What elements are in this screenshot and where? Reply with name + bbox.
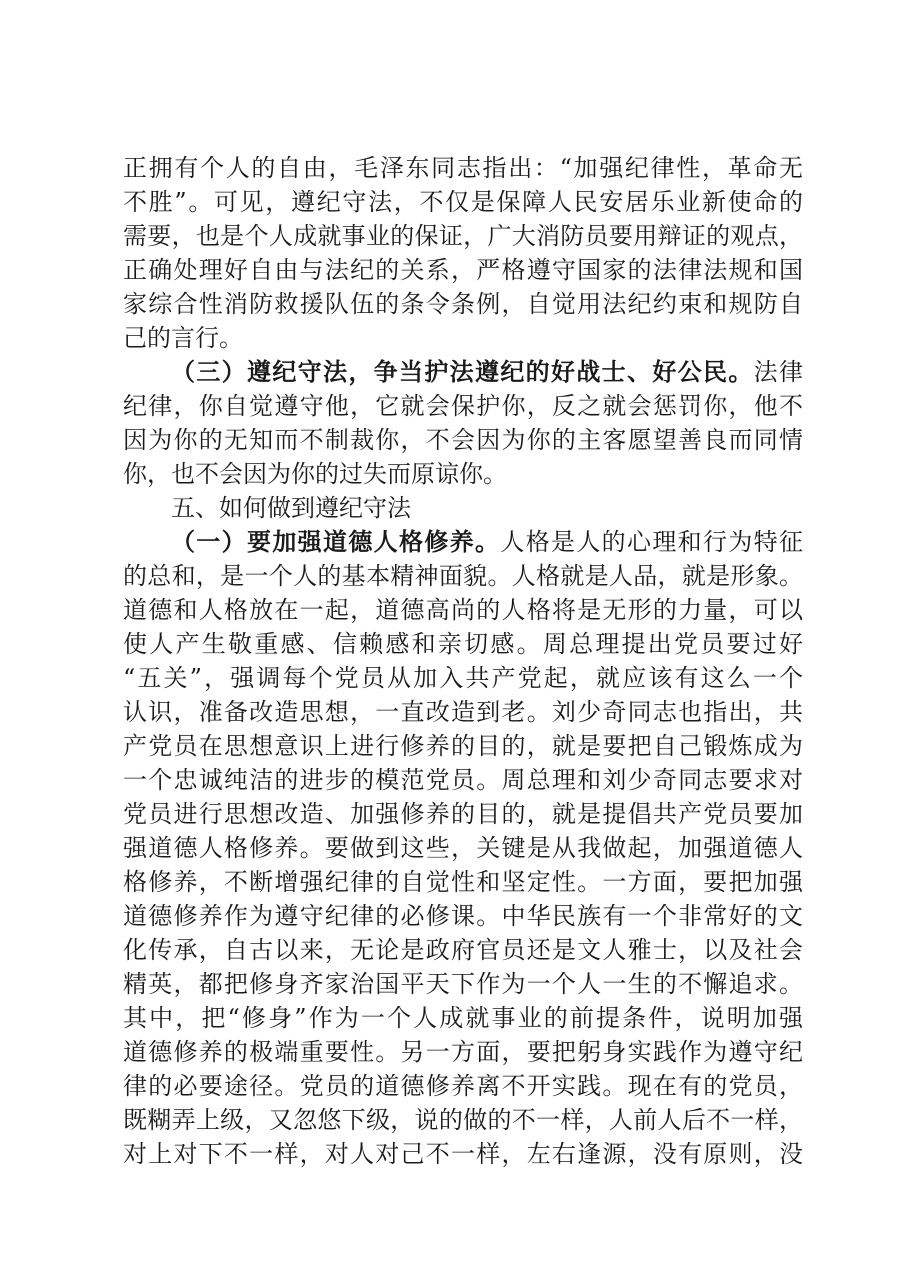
body-line: 使人产生敬重感、信赖感和亲切感。周总理提出党员要过好 — [123, 630, 803, 658]
section-heading: 五、如何做到遵纪守法 — [171, 494, 411, 522]
body-line: 道德和人格放在一起，道德高尚的人格将是无形的力量，可以 — [123, 596, 803, 624]
body-line: 因为你的无知而不制裁你，不会因为你的主客愿望善良而同情 — [123, 426, 803, 454]
body-line: 既糊弄上级，又忽悠下级，说的做的不一样，人前人后不一样， — [123, 1106, 803, 1134]
body-line: 你，也不会因为你的过失而原谅你。 — [123, 460, 507, 488]
body-line: 正拥有个人的自由，毛泽东同志指出：“加强纪律性，革命无 — [123, 154, 803, 182]
paragraph-3-lead: （三）遵纪守法，争当护法遵纪的好战士、好公民。 — [171, 357, 754, 386]
paragraph-1-first-line — [171, 525, 803, 559]
body-line: “五关”，强调每个党员从加入共产党起，就应该有这么一个 — [123, 664, 803, 692]
body-line: 己的言行。 — [123, 324, 243, 352]
body-line: 纪律，你自觉遵守他，它就会保护你，反之就会惩罚你，他不 — [123, 392, 803, 420]
paragraph-3-lead-rest: 法律 — [753, 358, 804, 386]
body-line: 其中，把“修身”作为一个人成就事业的前提条件，说明加强 — [123, 1004, 803, 1032]
paragraph-1-lead: （一）要加强道德人格修养。 — [171, 527, 501, 556]
body-line: 对上对下不一样，对人对己不一样，左右逢源，没有原则，没 — [123, 1140, 803, 1168]
body-line: 道德修养作为遵守纪律的必修课。中华民族有一个非常好的文 — [123, 902, 803, 930]
body-line: 道德修养的极端重要性。另一方面，要把躬身实践作为遵守纪 — [123, 1038, 803, 1066]
body-line: 强道德人格修养。要做到这些，关键是从我做起，加强道德人 — [123, 834, 803, 862]
body-line: 格修养，不断增强纪律的自觉性和坚定性。一方面，要把加强 — [123, 868, 803, 896]
body-line: 化传承，自古以来，无论是政府官员还是文人雅士，以及社会 — [123, 936, 803, 964]
body-line: 正确处理好自由与法纪的关系，严格遵守国家的法律法规和国 — [123, 256, 803, 284]
body-line: 党员进行思想改造、加强修养的目的，就是提倡共产党员要加 — [123, 800, 803, 828]
body-line: 的总和，是一个人的基本精神面貌。人格就是人品，就是形象。 — [123, 562, 803, 590]
body-line: 家综合性消防救援队伍的条令条例，自觉用法纪约束和规防自 — [123, 290, 803, 318]
body-line: 不胜”。可见，遵纪守法，不仅是保障人民安居乐业新使命的 — [123, 188, 803, 216]
body-line: 律的必要途径。党员的道德修养离不开实践。现在有的党员， — [123, 1072, 803, 1100]
body-line: 精英，都把修身齐家治国平天下作为一个人一生的不懈追求。 — [123, 970, 803, 998]
body-line: 认识，准备改造思想，一直改造到老。刘少奇同志也指出，共 — [123, 698, 803, 726]
body-line: 一个忠诚纯洁的进步的模范党员。周总理和刘少奇同志要求对 — [123, 766, 803, 794]
paragraph-1-lead-rest: 人格是人的心理和行为特征 — [500, 528, 804, 556]
paragraph-3-first-line — [171, 355, 803, 389]
body-line: 产党员在思想意识上进行修养的目的，就是要把自己锻炼成为 — [123, 732, 803, 760]
body-line: 需要，也是个人成就事业的保证，广大消防员要用辩证的观点， — [123, 222, 803, 250]
